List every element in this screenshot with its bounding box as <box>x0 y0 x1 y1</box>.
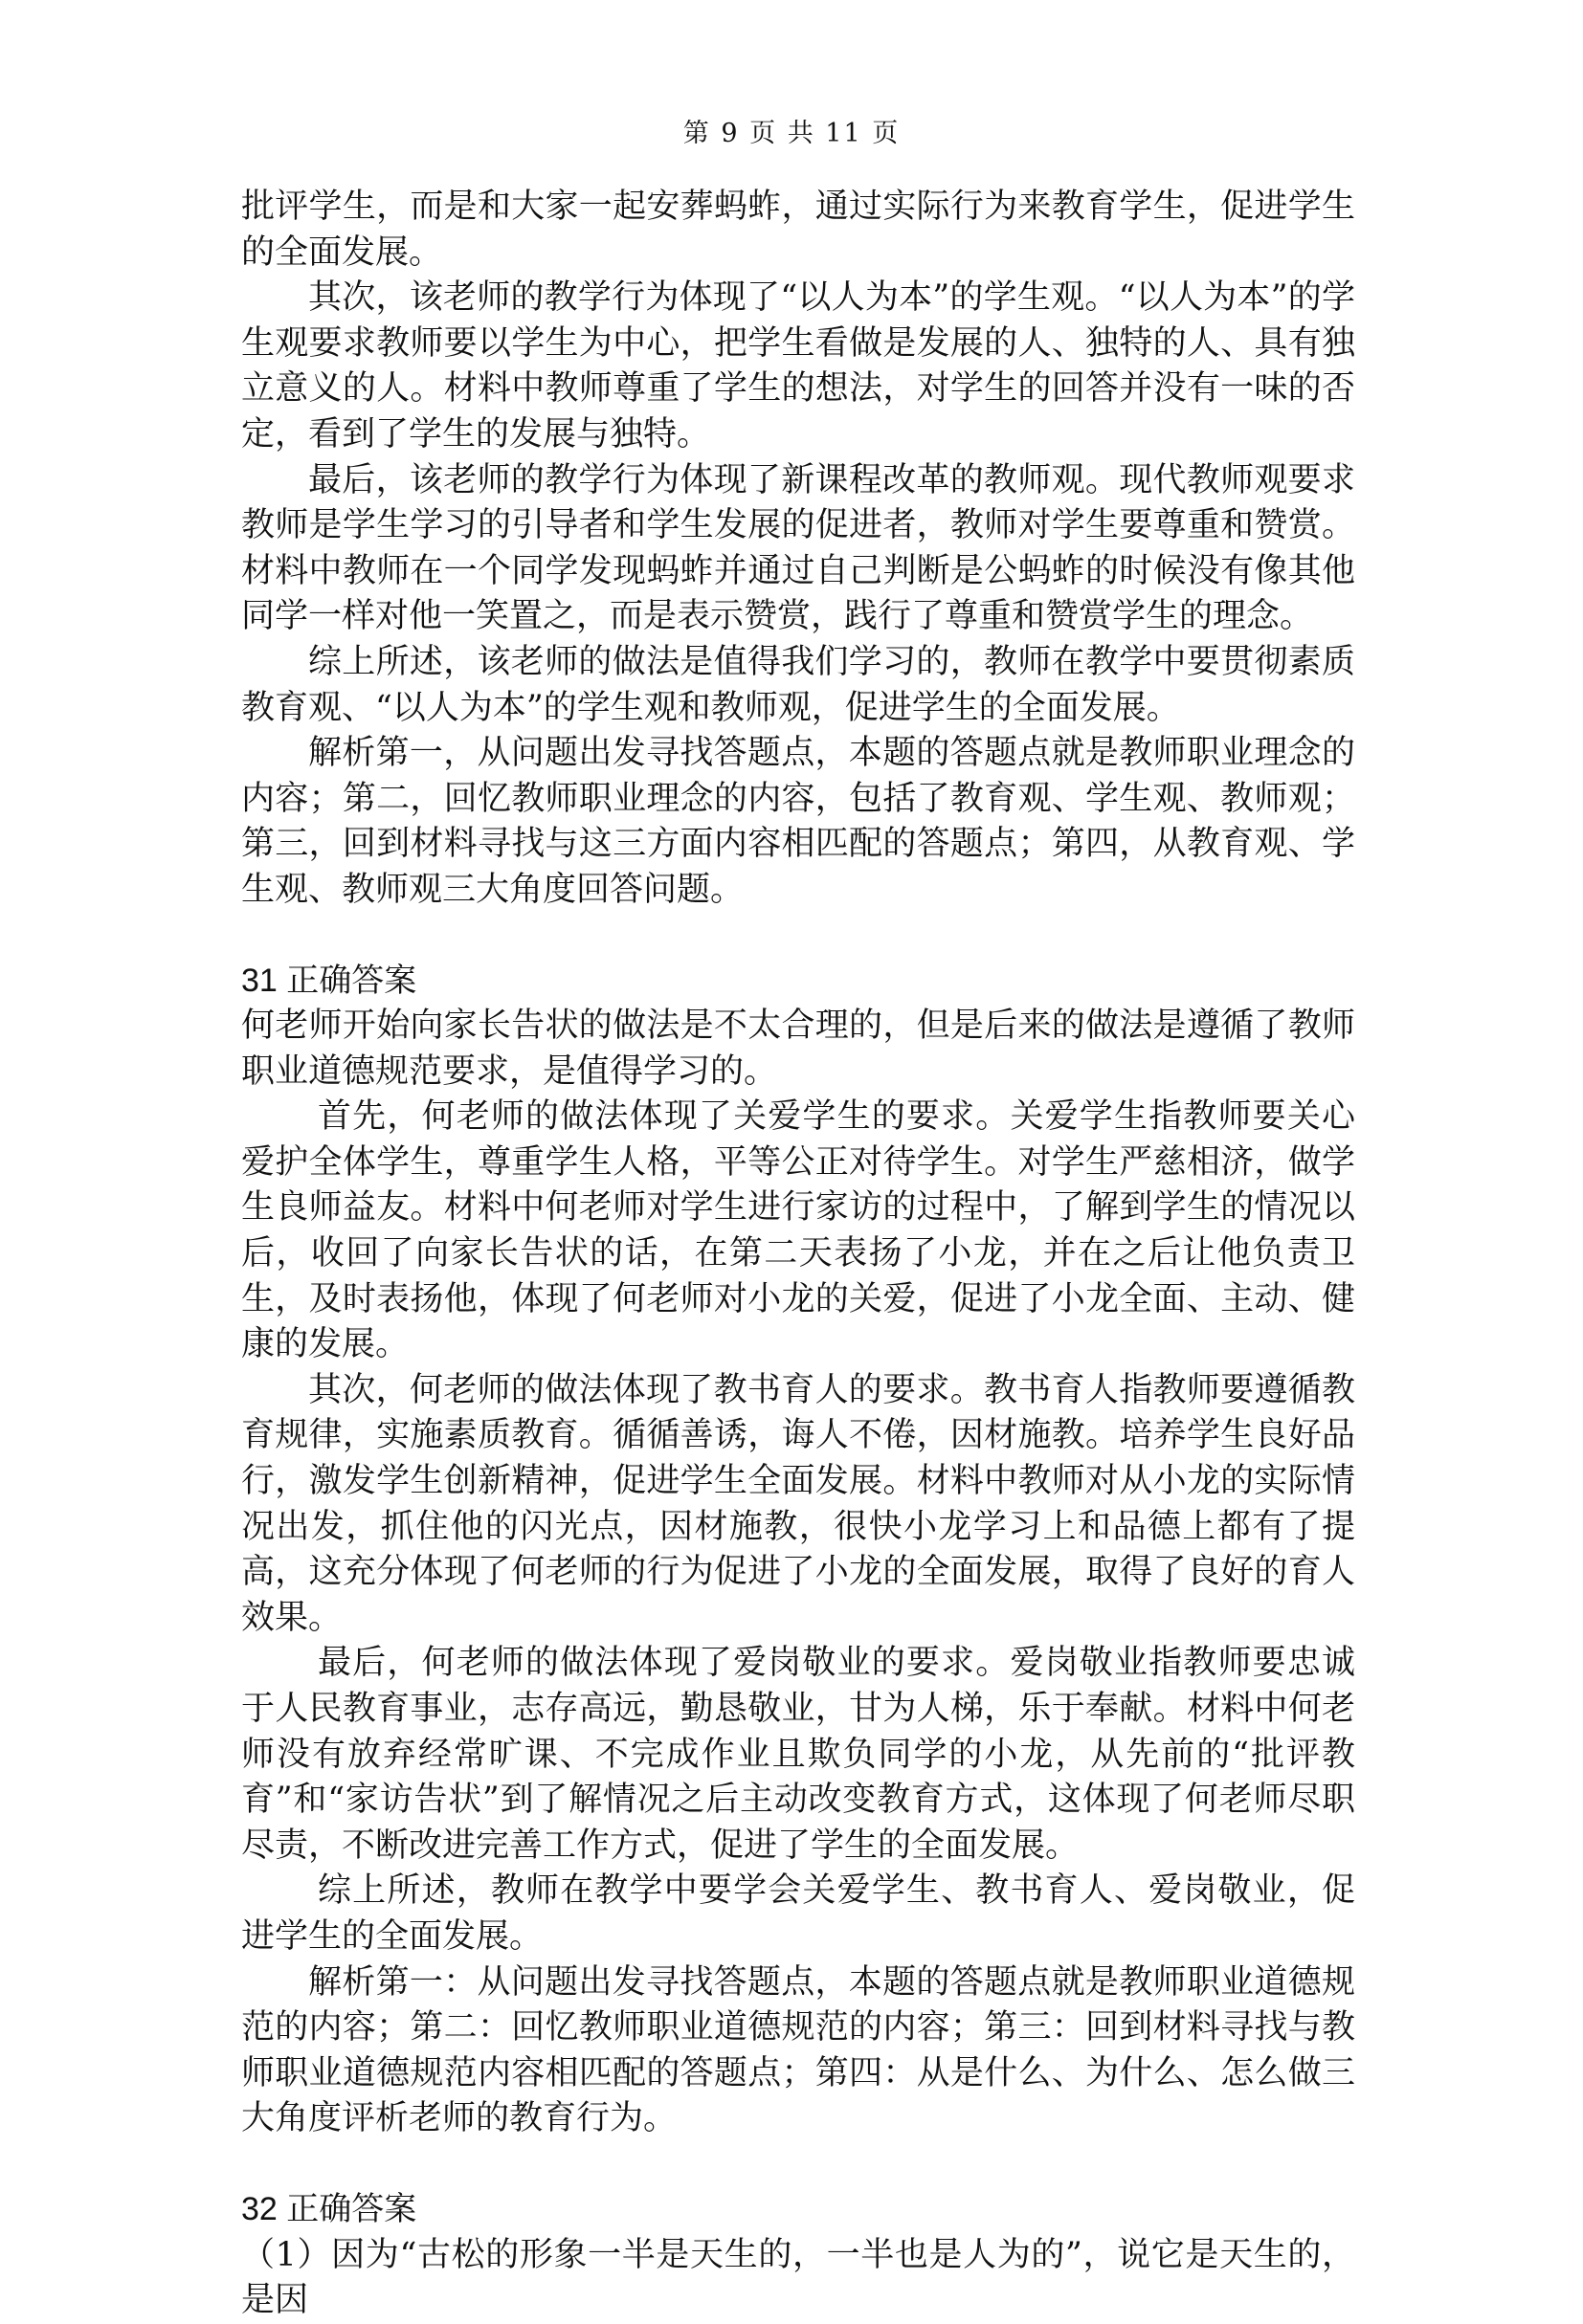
page-indicator: 第 9 页 共 11 页 <box>682 119 901 148</box>
section-30-continuation: 批评学生，而是和大家一起安葬蚂蚱，通过实际行为来教育学生，促进学生的全面发展。 <box>241 188 1355 272</box>
analysis-text: 第一：从问题出发寻找答题点，本题的答题点就是教师职业道德规范的内容；第二：回忆教师职业道德规范的内容；第三：回到材料寻找与教师职业道德规范内容相匹配的答题点；第四：从是什么、为什么、怎么做三大角度评析老师的教育行为。 <box>241 1962 1355 2138</box>
section-31-paragraph-second: 其次，何老师的做法体现了教书育人的要求。教书育人指教师要遵循教育规律，实施素质教育。循循善诱，诲人不倦，因材施教。培养学生良好品行，激发学生创新精神，促进学生全面发展。材料中教师对从小龙的实际情况出发，抓住他的闪光点，因材施教，很快小龙学习上和品德上都有了提高，这充分体现了何老师的行为促进了小龙的全面发展，取得了良好的育人效果。 <box>241 1370 1355 1637</box>
analysis-text: 第一，从问题出发寻找答题点，本题的答题点就是教师职业理念的内容；第二，回忆教师职业理念的内容，包括了教育观、学生观、教师观；第三，回到材料寻找与这三方面内容相匹配的答题点；第四，从教育观、学生观、教师观三大角度回答问题。 <box>241 734 1355 909</box>
section-30-paragraph-second: 其次，该老师的教学行为体现了“以人为本”的学生观。“以人为本”的学生观要求教师要以学生为中心，把学生看做是发展的人、独特的人、具有独立意义的人。材料中教师尊重了学生的想法，对学生的回答并没有一味的否定，看到了学生的发展与独特。 <box>241 278 1355 454</box>
document-body <box>241 185 1355 2324</box>
section-30-analysis <box>241 731 1355 913</box>
section-31-heading: 31 正确答案 <box>241 962 417 999</box>
section-31-intro: 何老师开始向家长告状的做法是不太合理的，但是后来的做法是遵循了教师职业道德规范要求，是值得学习的。 <box>241 1007 1355 1091</box>
section-31-paragraph-last: 最后，何老师的做法体现了爱岗敬业的要求。爱岗敬业指教师要忠诚于人民教育事业，志存高远，勤恳敬业，甘为人梯，乐于奉献。材料中何老师没有放弃经常旷课、不完成作业且欺负同学的小龙，从先前的“批评教育”和“家访告状”到了解情况之后主动改变教育方式，这体现了何老师尽职尽责，不断改进完善工作方式，促进了学生的全面发展。 <box>241 1644 1355 1865</box>
section-31-analysis <box>241 1960 1355 2142</box>
analysis-label: 解析 <box>308 734 376 773</box>
section-32-line-1: （1）因为“古松的形象一半是天生的，一半也是人为的”，说它是天生的，是因 <box>241 2235 1355 2320</box>
page-header <box>0 117 1583 151</box>
analysis-label: 解析 <box>308 1962 376 2002</box>
section-31-summary: 综上所述，教师在教学中要学会关爱学生、教书育人、爱岗敬业，促进学生的全面发展。 <box>241 1871 1355 1956</box>
section-31-paragraph-first: 首先，何老师的做法体现了关爱学生的要求。关爱学生指教师要关心爱护全体学生，尊重学生人格，平等公正对待学生。对学生严慈相济，做学生良师益友。材料中何老师对学生进行家访的过程中，了解到学生的情况以后，收回了向家长告状的话，在第二天表扬了小龙，并在之后让他负责卫生，及时表扬他，体现了何老师对小龙的关爱，促进了小龙全面、主动、健康的发展。 <box>241 1097 1355 1364</box>
section-30-paragraph-last: 最后，该老师的教学行为体现了新课程改革的教师观。现代教师观要求教师是学生学习的引导者和学生发展的促进者，教师对学生要尊重和赞赏。材料中教师在一个同学发现蚂蚱并通过自己判断是公蚂蚱的时候没有像其他同学一样对他一笑置之，而是表示赞赏，践行了尊重和赞赏学生的理念。 <box>241 460 1355 636</box>
section-32-heading: 32 正确答案 <box>241 2190 417 2227</box>
section-30-summary: 综上所述，该老师的做法是值得我们学习的，教师在教学中要贯彻素质教育观、“以人为本”的学生观和教师观，促进学生的全面发展。 <box>241 642 1355 727</box>
